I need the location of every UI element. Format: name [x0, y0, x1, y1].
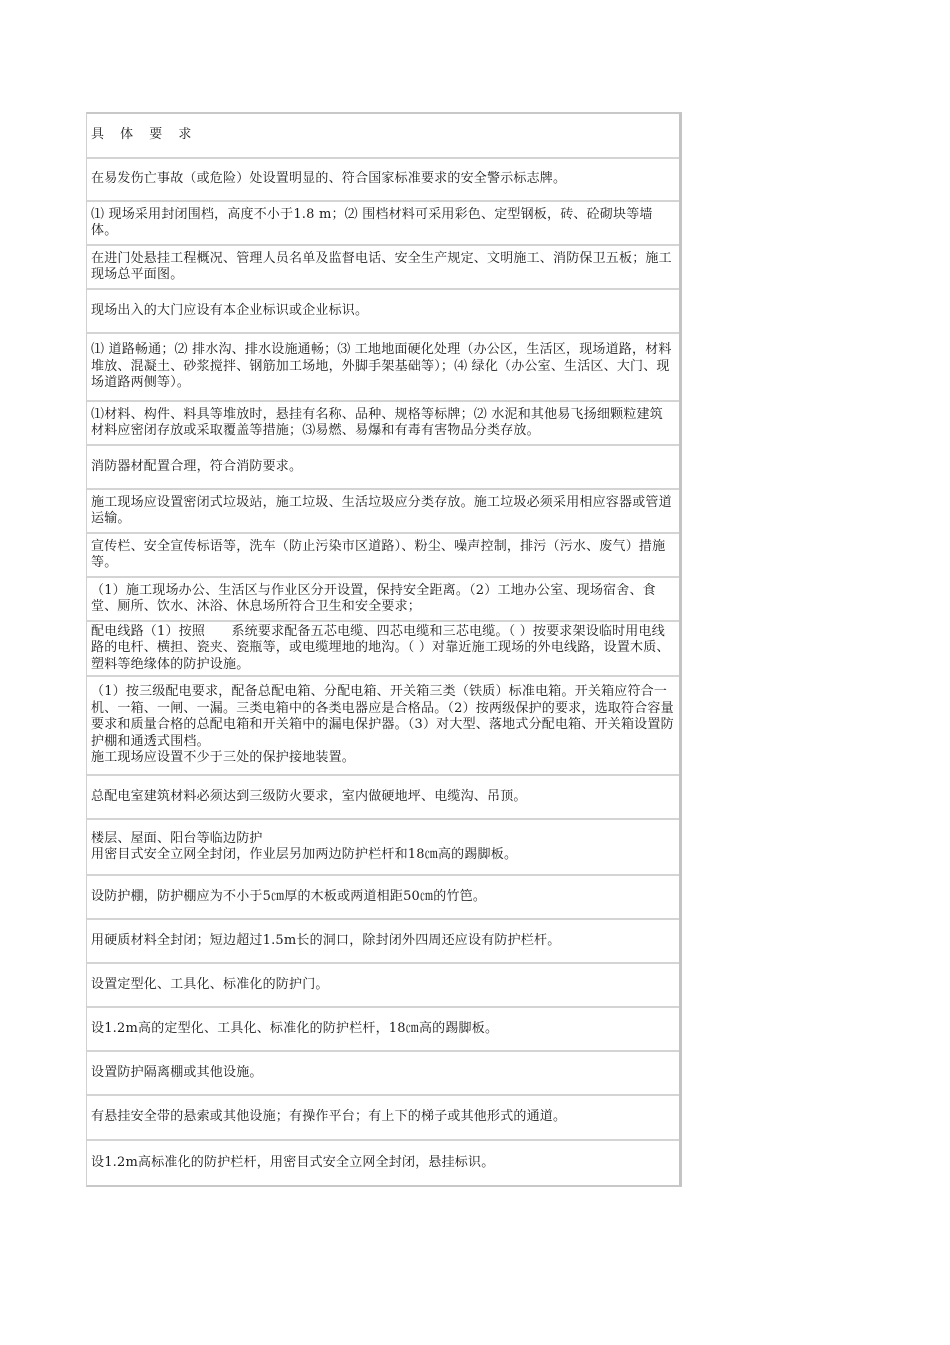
- row-text: （1）施工现场办公、生活区与作业区分开设置，保持安全距离。（2）工地办公室、现场宿舍、食堂、厕所、饮水、沐浴、休息场所符合卫生和安全要求；: [91, 582, 656, 614]
- table-row: [87, 159, 679, 202]
- table-row: [87, 290, 679, 334]
- table-row: [87, 1141, 679, 1185]
- row-text: 现场出入的大门应设有本企业标识或企业标识。: [91, 302, 369, 318]
- row-text: 在易发伤亡事故（或危险）处设置明显的、符合国家标准要求的安全警示标志牌。: [91, 171, 567, 187]
- row-text: 施工现场应设置不少于三处的保护接地装置。: [91, 750, 356, 766]
- row-text: 消防器材配置合理，符合消防要求。: [91, 458, 303, 474]
- row-text: 设1.2m高的定型化、工具化、标准化的防护栏杆，18㎝高的踢脚板。: [91, 1020, 499, 1036]
- row-text: 楼层、屋面、阳台等临边防护: [91, 830, 263, 846]
- table-row: [87, 202, 679, 246]
- table-row: [87, 246, 679, 290]
- row-text: 用密目式安全立网全封闭，作业层另加两边防护栏杆和18㎝高的踢脚板。: [91, 847, 518, 862]
- row-text: 总配电室建筑材料必须达到三级防火要求，室内做硬地坪、电缆沟、吊顶。: [91, 788, 527, 804]
- requirements-table: [86, 112, 682, 1187]
- table-row: [87, 1096, 679, 1141]
- row-text: 配电线路（1）按照 系统要求配备五芯电缆、四芯电缆和三芯电缆。（ ）按要求架设临时用电线路的电杆、横担、瓷夹、瓷瓶等，或电缆埋地的地沟。（ ）对靠近施工现场的外电线路，设置木质、塑料等绝缘体的防护设施。: [91, 623, 670, 672]
- row-text: 设1.2m高标准化的防护栏杆，用密目式安全立网全封闭，悬挂标识。: [91, 1154, 495, 1170]
- table-row: [87, 920, 679, 964]
- row-text: 宣传栏、安全宣传标语等，洗车（防止污染市区道路）、粉尘、噪声控制，排污（污水、废气）措施等。: [91, 538, 666, 570]
- table-row: [87, 490, 679, 534]
- row-text: ⑴ 道路畅通；⑵ 排水沟、排水设施通畅；⑶ 工地地面硬化处理（办公区，生活区，现场道路，材料堆放、混凝土、砂浆搅拌、钢筋加工场地，外脚手架基础等）；⑷ 绿化（办公室、生活区、大门、现场道路两侧等）。: [91, 342, 672, 391]
- table-row: [87, 1052, 679, 1096]
- table-row: [87, 446, 679, 490]
- row-text: 设置定型化、工具化、标准化的防护门。: [91, 976, 329, 992]
- row-text: ⑴ 现场采用封闭围档，高度不小于1.8 m；⑵ 围档材料可采用彩色、定型钢板，砖、砼砌块等墙体。: [91, 206, 653, 238]
- table-body: [87, 159, 679, 1185]
- row-text: 设置防护隔离棚或其他设施。: [91, 1064, 263, 1080]
- row-text: 施工现场应设置密闭式垃圾站，施工垃圾、生活垃圾应分类存放。施工垃圾必须采用相应容器或管道运输。: [91, 494, 672, 526]
- header-text: 具 体 要 求: [91, 127, 198, 143]
- table-row: [87, 578, 679, 622]
- table-row: [87, 1008, 679, 1052]
- table-row: [87, 677, 679, 776]
- table-row: [87, 820, 679, 876]
- table-row: [87, 334, 679, 402]
- table-header: [87, 114, 679, 159]
- row-text: ⑴材料、构件、料具等堆放时，悬挂有名称、品种、规格等标牌；⑵ 水泥和其他易飞扬细颗粒建筑材料应密闭存放或采取覆盖等措施；⑶易燃、易爆和有毒有害物品分类存放。: [91, 406, 663, 438]
- table-row: [87, 876, 679, 920]
- table-row: [87, 776, 679, 820]
- table-row: [87, 402, 679, 446]
- table-row: [87, 622, 679, 677]
- row-text: 有悬挂安全带的悬索或其他设施；有操作平台；有上下的梯子或其他形式的通道。: [91, 1109, 567, 1125]
- row-text: 在进门处悬挂工程概况、管理人员名单及监督电话、安全生产规定、文明施工、消防保卫五板；施工现场总平面图。: [91, 250, 672, 282]
- row-text: （1）按三级配电要求，配备总配电箱、分配电箱、开关箱三类（铁质）标准电箱。开关箱应符合一机、一箱、一闸、一漏。三类电箱中的各类电器应是合格品。（2）按两级保护的要求，选取符合容量要求和质量合格的总配电箱和开关箱中的漏电保护器。（3）对大型、落地式分配电箱、开关箱设置防护棚和通透式围档。: [91, 684, 674, 749]
- table-row: [87, 534, 679, 578]
- row-text: 用硬质材料全封闭；短边超过1.5m长的洞口，除封闭外四周还应设有防护栏杆。: [91, 932, 561, 948]
- table-row: [87, 964, 679, 1008]
- row-text: 设防护棚，防护棚应为不小于5㎝厚的木板或两道相距50㎝的竹笆。: [91, 888, 487, 904]
